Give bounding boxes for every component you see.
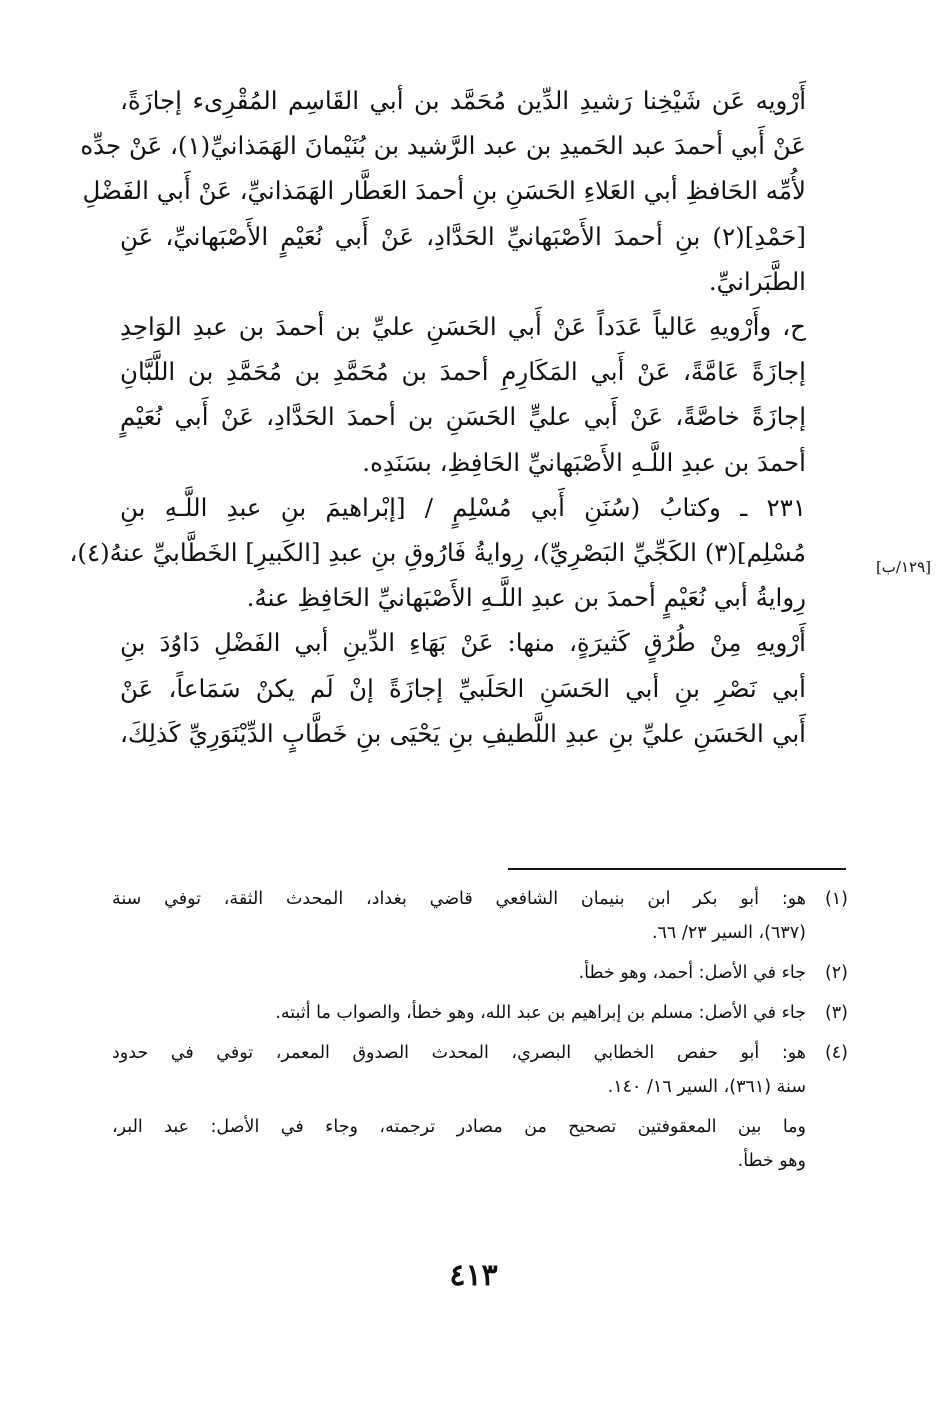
text-line: أَبي الحَسَنِ عليِّ بنِ عبدِ اللَّطيفِ بنِ يَحْيَى بنِ خَطَّابٍ الدِّيْنَوَرِيِّ كَذلِكَ، bbox=[120, 718, 806, 748]
footnote-separator bbox=[508, 868, 846, 870]
footnote-1 bbox=[112, 882, 848, 950]
text-line: أَرْويهِ مِنْ طُرُقٍ كَثيرَةٍ، منها: عَنْ بَهَاءِ الدِّينِ أبي الفَضْلِ دَاوُدَ بنِ bbox=[120, 628, 806, 658]
footnote-line: سنة (٣٦١)، السير ١٦/ ١٤٠. bbox=[607, 1077, 806, 1097]
paragraph-1 bbox=[80, 78, 840, 304]
footnote-number: (٤) bbox=[824, 1043, 848, 1063]
footnote-line: هو: أبو حفص الخطابي البصري، المحدث الصدوق المعمر، توفي في حدود bbox=[112, 1043, 806, 1063]
footnote-line: جاء في الأصل: أحمد، وهو خطأ. bbox=[578, 963, 806, 983]
footnote-number: (٢) bbox=[824, 963, 848, 983]
text-line: ٢٣١ ـ وكتابُ (سُنَنِ أَبي مُسْلِمٍ / [إبْراهيمَ بنِ عبدِ اللَّـهِ بنِ bbox=[120, 492, 806, 522]
text-line: إجازَةً خاصَّةً، عَنْ أَبي عليٍّ الحَسَنِ بن أحمدَ الحَدَّادِ، عَنْ أَبي نُعَيْمٍ bbox=[120, 402, 806, 432]
text-line: مُسْلِم](٣) الكَجِّيِّ البَصْرِيِّ)، رِوايةُ فَارُوقِ بنِ عبدِ [الكَبيرِ] الخَطَّابيِّ عنهُ(٤)، bbox=[69, 538, 806, 568]
footnote-number: (٣) bbox=[824, 1003, 848, 1023]
text-line: [حَمْدِ](٢) بنِ أحمدَ الأَصْبَهانيِّ الحَدَّادِ، عَنْ أَبي نُعَيْمٍ الأَصْبَهانيِّ، عَنِ bbox=[120, 221, 806, 251]
footnote-line: جاء في الأصل: مسلم بن إبراهيم بن عبد الله، وهو خطأ، والصواب ما أثبته. bbox=[275, 1003, 806, 1023]
text-line: ح، وأَرْويهِ عَالياً عَدَداً عَنْ أَبي الحَسَنِ عليِّ بن أحمدَ بن عبدِ الوَاحِدِ bbox=[120, 312, 806, 342]
text-line: أبي نَصْرِ بنِ أبي الحَسَنِ الحَلَبيِّ إجازَةً إنْ لَم يكنْ سَمَاعاً، عَنْ bbox=[120, 673, 806, 703]
footnote-4 bbox=[112, 1036, 848, 1104]
text-line: أحمدَ بن عبدِ اللَّـهِ الأَصْبَهانيِّ الحَافِظِ، بسَنَدِه. bbox=[362, 447, 806, 477]
footnote-4-continuation bbox=[112, 1110, 848, 1178]
text-line: الطَّبَرانيِّ. bbox=[708, 266, 806, 296]
footnotes bbox=[112, 882, 848, 1178]
footnote-2 bbox=[112, 956, 848, 990]
footnote-line: وما بين المعقوفتين تصحيح من مصادر ترجمته، وجاء في الأصل: عبد البر، bbox=[112, 1117, 806, 1137]
text-line: إجازَةً عَامَّةً، عَنْ أَبي المَكَارِمِ أحمدَ بن مُحَمَّدِ بن مُحَمَّدِ بن اللَّبَّانِ bbox=[120, 357, 806, 387]
text-line: عَنْ أَبي أحمدَ عبد الحَميدِ بن عبد الرَّشيد بن بُنَيْمانَ الهَمَذانيِّ(١)، عَنْ جدِّه bbox=[80, 131, 806, 161]
footnote-3 bbox=[112, 996, 848, 1030]
page-number: ٤١٣ bbox=[449, 1258, 498, 1293]
footnote-line: (٦٣٧)، السير ٢٣/ ٦٦. bbox=[651, 923, 806, 943]
paragraph-4 bbox=[120, 620, 840, 756]
margin-folio-note: [١٢٩/ب] bbox=[875, 558, 931, 576]
footnote-line: هو: أبو بكر ابن بنيمان الشافعي قاضي بغداد، المحدث الثقة، توفي سنة bbox=[112, 889, 806, 909]
footnote-line: وهو خطأ. bbox=[737, 1151, 806, 1171]
main-text bbox=[69, 78, 840, 756]
paragraph-2 bbox=[120, 304, 840, 485]
text-line: لأُمِّه الحَافظِ أبي العَلاءِ الحَسَنِ بنِ أحمدَ العَطَّار الهَمَذانيِّ، عَنْ أَبي الفَضْلِ bbox=[82, 176, 806, 206]
text-line: رِوايةُ أبي نُعَيْمٍ أحمدَ بن عبدِ اللَّـهِ الأَصْبَهانيِّ الحَافِظِ عنهُ. bbox=[246, 583, 806, 613]
footnote-number: (١) bbox=[824, 889, 848, 909]
paragraph-3-entry-231 bbox=[69, 485, 840, 621]
text-line: أَرْويه عَن شَيْخِنا رَشيدِ الدِّين مُحَمَّد بن أبي القَاسِم المُقْرِىء إجازَةً، bbox=[120, 86, 806, 115]
